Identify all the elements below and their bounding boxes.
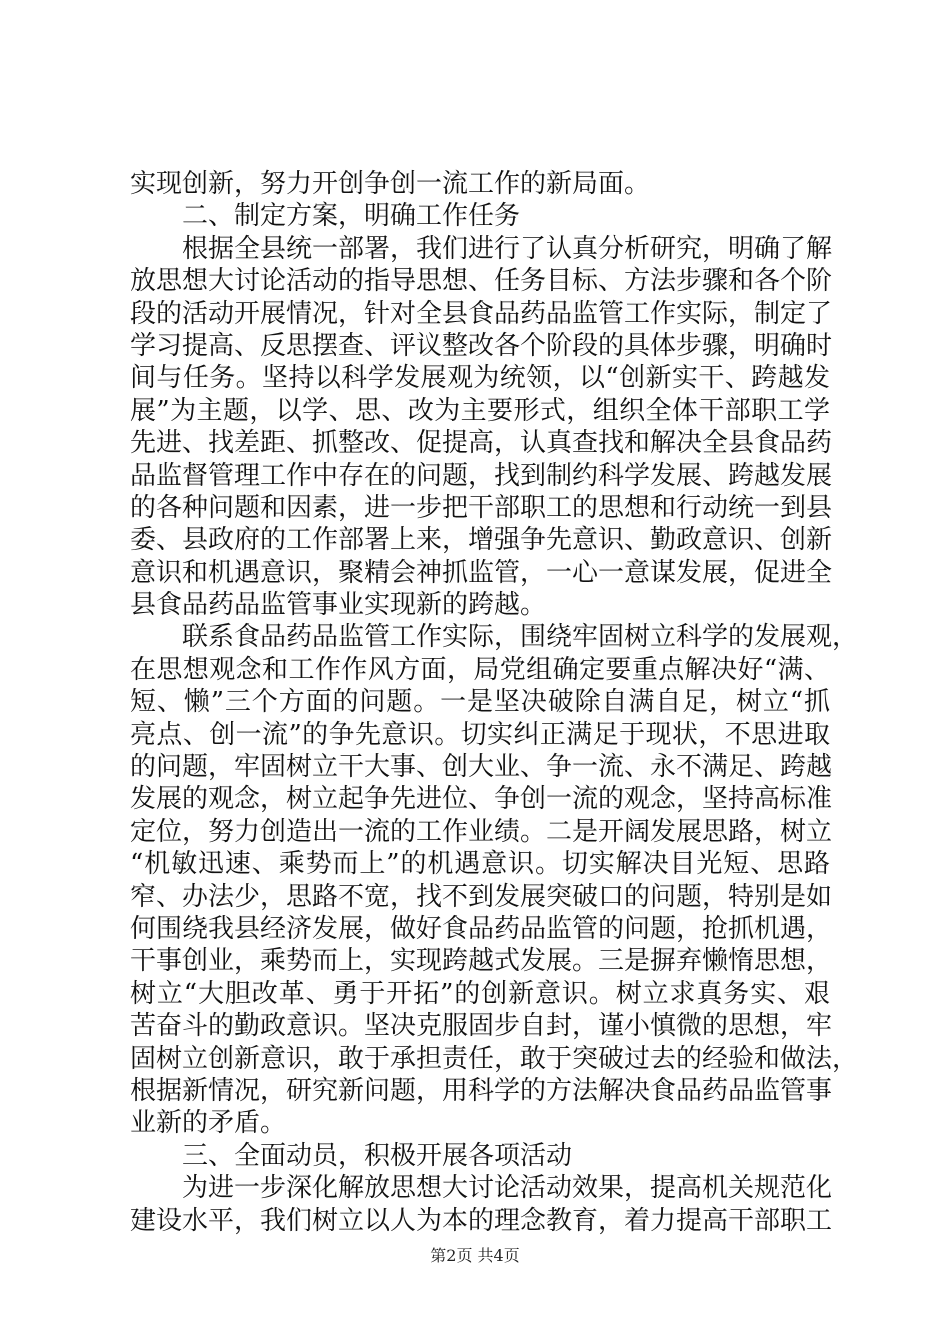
paragraph-line: 实现创新，努力开创争创一流工作的新局面。 [130,169,651,199]
paragraph-line: 委、县政府的工作部署上来，增强争先意识、勤政意识、创新 [130,525,833,556]
paragraph-line: 树立“大胆改革、勇于开拓”的创新意识。树立求真务实、艰 [130,978,830,1009]
paragraph-line: 学习提高、反思摆查、评议整改各个阶段的具体步骤，明确时 [130,330,833,361]
paragraph-line: 发展的观念，树立起争先进位、争创一流的观念，坚持高标准 [130,784,833,815]
paragraph-line: 的各种问题和因素，进一步把干部职工的思想和行动统一到县 [130,492,833,523]
document-body [130,168,859,1237]
paragraph-line: 先进、找差距、抓整改、促提高，认真查找和解决全县食品药 [130,428,833,459]
paragraph-line: 干事创业，乘势而上，实现跨越式发展。三是摒弃懒惰思想， [130,946,833,977]
paragraph-line: 亮点、创一流”的争先意识。切实纠正满足于现状，不思进取 [130,719,830,750]
paragraph-line: 段的活动开展情况，针对全县食品药品监管工作实际，制定了 [130,298,833,329]
paragraph-line: 苦奋斗的勤政意识。坚决克服固步自封，谨小慎微的思想，牢 [130,1011,833,1042]
paragraph-line: 为进一步深化解放思想大讨论活动效果，提高机关规范化 [182,1173,833,1204]
paragraph-line: 意识和机遇意识，聚精会神抓监管，一心一意谋发展，促进全 [130,557,833,588]
paragraph-line: 县食品药品监管事业实现新的跨越。 [130,590,547,621]
paragraph-line: 联系食品药品监管工作实际，围绕牢固树立科学的发展观， [182,622,859,653]
paragraph-line: 定位，努力创造出一流的工作业绩。二是开阔发展思路，树立 [130,816,833,847]
paragraph-line: 根据全县统一部署，我们进行了认真分析研究，明确了解 [182,233,833,264]
paragraph-line: 窄、办法少，思路不宽，找不到发展突破口的问题，特别是如 [130,881,833,912]
paragraph-line: “机敏迅速、乘势而上”的机遇意识。切实解决目光短、思路 [130,849,830,880]
section-heading-2: 二、制定方案，明确工作任务 [182,201,521,232]
paragraph-line: 建设水平，我们树立以人为本的理念教育，着力提高干部职工 [130,1205,833,1236]
paragraph-line: 何围绕我县经济发展，做好食品药品监管的问题，抢抓机遇， [130,913,833,944]
paragraph-line: 业新的矛盾。 [130,1108,287,1139]
section-heading-3: 三、全面动员，积极开展各项活动 [182,1140,573,1171]
paragraph-line: 固树立创新意识，敢于承担责任，敢于突破过去的经验和做法， [130,1043,859,1074]
paragraph-line: 展”为主题，以学、思、改为主要形式，组织全体干部职工学 [130,395,830,426]
paragraph-line: 间与任务。坚持以科学发展观为统领，以“创新实干、跨越发 [130,363,830,394]
page-number-footer: 第2页 共4页 [430,1246,520,1265]
paragraph-line: 的问题，牢固树立干大事、创大业、争一流、永不满足、跨越 [130,752,833,783]
paragraph-line: 根据新情况，研究新问题，用科学的方法解决食品药品监管事 [130,1075,833,1106]
paragraph-line: 放思想大讨论活动的指导思想、任务目标、方法步骤和各个阶 [130,266,833,297]
paragraph-line: 短、懒”三个方面的问题。一是坚决破除自满自足，树立“抓 [130,687,830,718]
paragraph-line: 品监督管理工作中存在的问题，找到制约科学发展、跨越发展 [130,460,833,491]
paragraph-line: 在思想观念和工作作风方面，局党组确定要重点解决好“满、 [130,654,830,685]
